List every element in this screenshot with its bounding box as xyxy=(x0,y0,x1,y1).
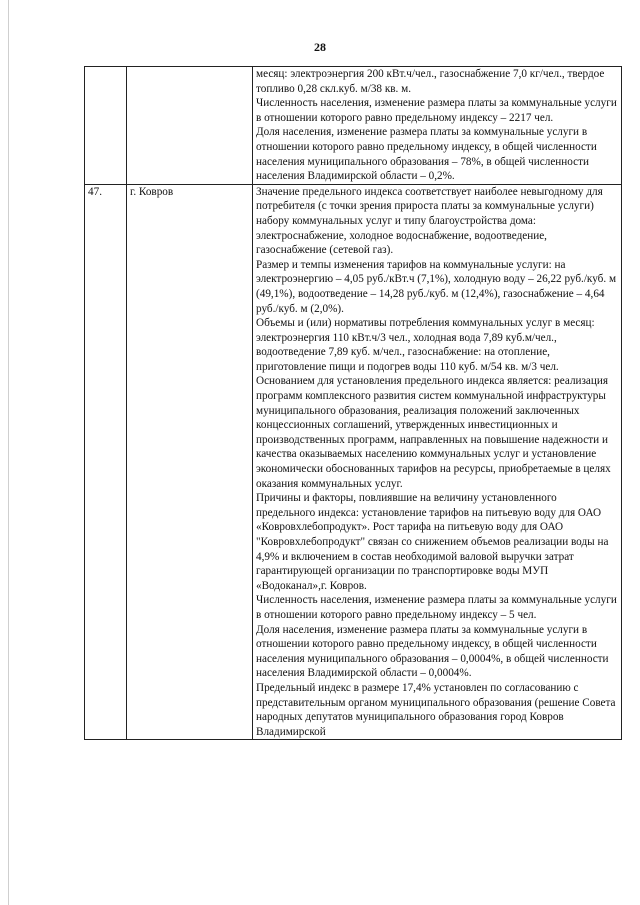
cell-number xyxy=(85,67,127,185)
description-paragraph: Значение предельного индекса соответствует наиболее невыгодному для потребителя (с точки зрения прироста платы за коммунальные услуги) набору коммунальных услуг и типу благоустройства дома: электроснабжение, холодное водоснабжение, водоотведение, газоснабжение (сетевой газ). xyxy=(256,185,603,257)
cell-description xyxy=(253,67,622,185)
page-number: 28 xyxy=(314,40,326,54)
cell-description xyxy=(253,184,622,740)
index-table xyxy=(84,66,622,740)
description-paragraph: Доля населения, изменение размера платы за коммунальные услуги в отношении которого равно предельному индексу, в общей численности населения муниципального образования – 0,0004%, в общей численности населения Владимирской области – 0,0004%. xyxy=(256,623,609,680)
scan-left-edge xyxy=(8,0,9,905)
table-row-continuation xyxy=(85,67,622,185)
cell-municipality xyxy=(127,67,253,185)
description-paragraph: месяц: электроэнергия 200 кВт.ч/чел., газоснабжение 7,0 кг/чел., твердое топливо 0,28 скл.куб. м/38 кв. м. xyxy=(256,68,605,95)
description-paragraph: Размер и темпы изменения тарифов на коммунальные услуги: на электроэнергию – 4,05 руб./кВт.ч (7,1%), холодную воду – 26,22 руб./куб. м (49,1%), водоотведение – 14,28 руб./куб. м (12,4%), газоснабжение – 4,64 руб./куб. м (2,0%). xyxy=(256,258,617,315)
table-row-47 xyxy=(85,184,622,740)
description-paragraph: Численность населения, изменение размера платы за коммунальные услуги в отношении которого равно предельному индексу – 5 чел. xyxy=(256,594,617,621)
description-paragraph: Основанием для установления предельного индекса является: реализация программ комплексного развития систем коммунальной инфраструктуры муниципального образования, реализация положений заключенных концессионных соглашений, утвержденных инвестиционных и производственных программ, направленных на повышение надежности и качества оказываемых населению коммунальных услуг и установление экономически обоснованных тарифов на ресурсы, приобретаемые в целях оказания коммунальных услуг. xyxy=(256,375,611,490)
description-paragraph: Объемы и (или) нормативы потребления коммунальных услуг в месяц: электроэнергия 110 кВт.ч/3 чел., холодная вода 7,89 куб.м/чел., водоотведение 7,89 куб. м/чел., газоснабжение: на отопление, приготовление пищи и подогрев воды 110 куб. м/54 кв. м/3 чел. xyxy=(256,317,595,373)
description-paragraph: Предельный индекс в размере 17,4% установлен по согласованию с представительным органом муниципального образования (решение Совета народных депутатов муниципального образования город Ковров Владимирской xyxy=(256,681,616,738)
description-paragraph: Численность населения, изменение размера платы за коммунальные услуги в отношении которого равно предельному индексу – 2217 чел. xyxy=(256,97,617,124)
description-paragraph: Причины и факторы, повлиявшие на величину установленного предельного индекса: установление тарифов на питьевую воду для ОАО «Ковровхлебопродукт». Рост тарифа на питьевую воду для ОАО "Ковровхлебопродукт" связан со снижением объемов реализации воды на 4,9% и включением в состав необходимой валовой выручки затрат гарантирующей организации по транспортировке воды МУП «Водоканал»,г. Ковров. xyxy=(256,492,609,592)
cell-number: 47. xyxy=(85,184,127,740)
description-paragraph: Доля населения, изменение размера платы за коммунальные услуги в отношении которого равно предельному индексу, в общей численности населения муниципального образования – 78%, в общей численности населения Владимирской области – 0,2%. xyxy=(256,126,597,183)
cell-municipality: г. Ковров xyxy=(127,184,253,740)
